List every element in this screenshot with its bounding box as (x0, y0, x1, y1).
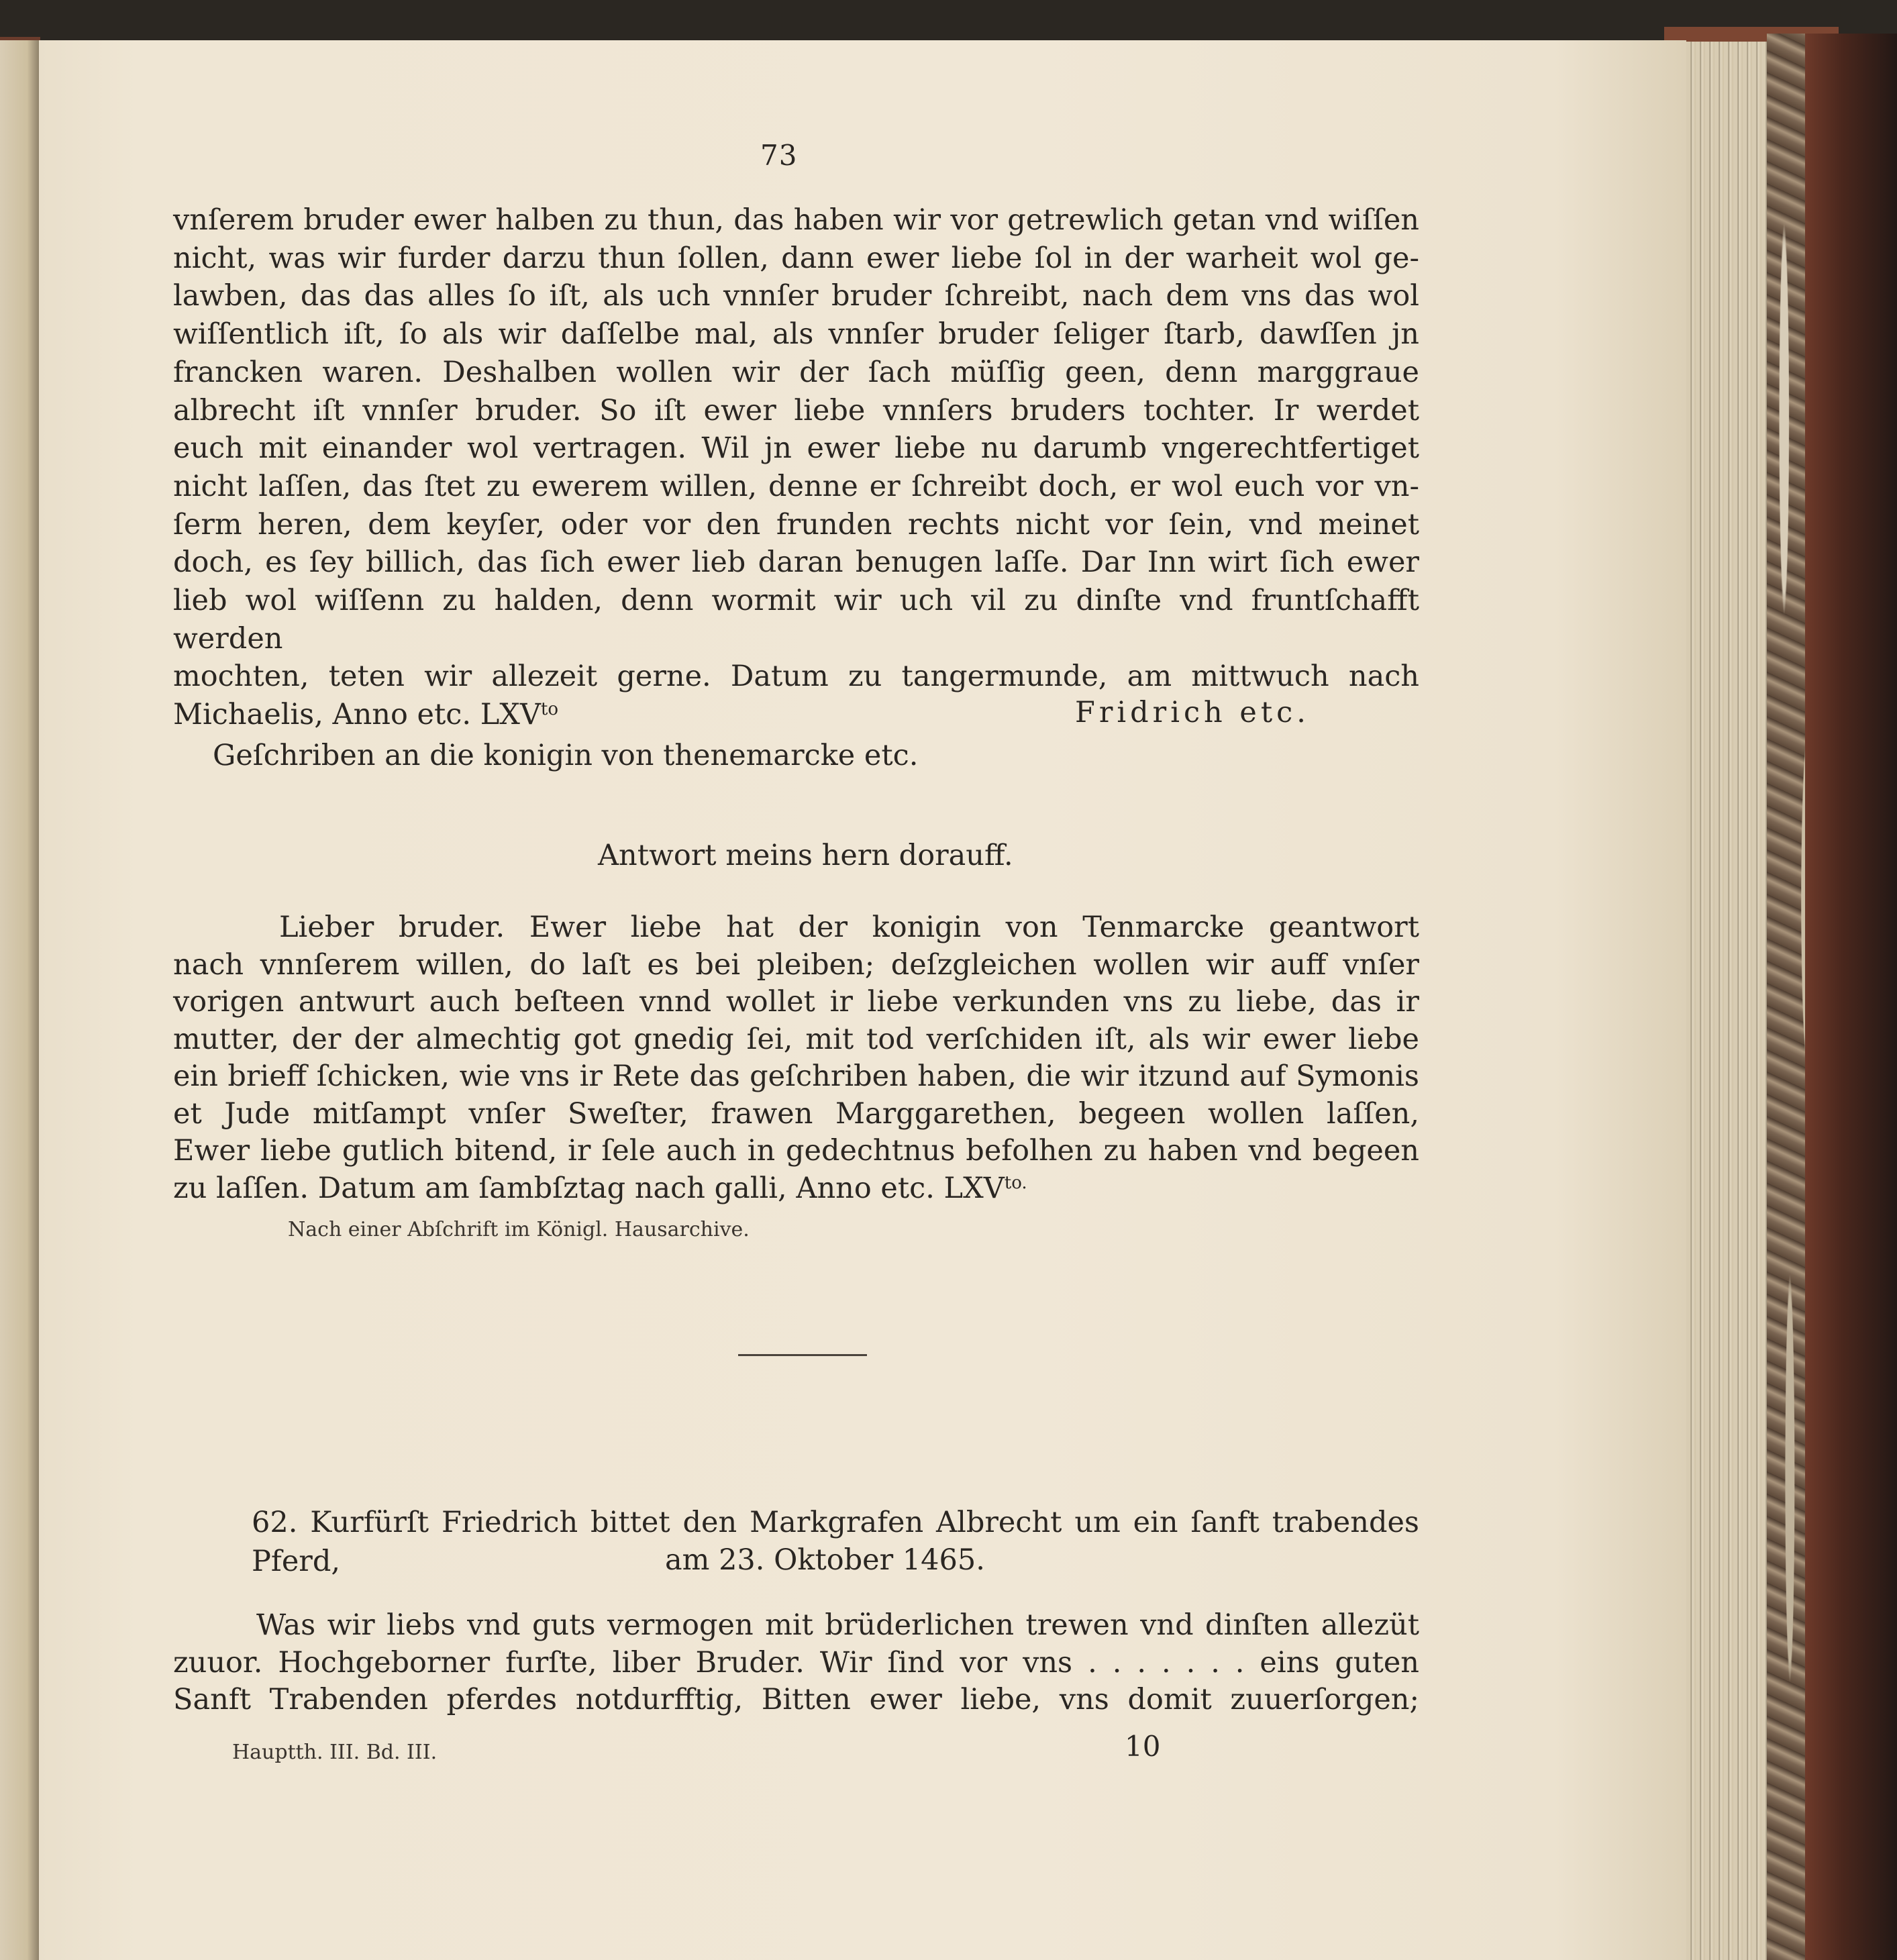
page-edges (1686, 42, 1767, 1960)
letter-line: ſerm heren, dem keyſer, oder vor den frunden rechts nicht vor ſein, vnd meinet (173, 507, 1419, 541)
reply-last-line (173, 1172, 1027, 1205)
letter-body (173, 201, 1419, 734)
reply-body (173, 909, 1419, 1207)
reply-line: Lieber bruder. Ewer liebe hat der konigin von Tenmarcke geantwort (279, 911, 1419, 944)
letter-address: Geſchriben an die konigin von thenemarcke etc. (213, 739, 919, 772)
letter-line: nicht, was wir furder darzu thun ſollen, dann ewer liebe ſol in der warheit wol ge- (173, 241, 1419, 275)
document-title: 62. Kurfürſt Friedrich bittet den Markgrafen Albrecht um ein ſanft trabendes Pferd, (252, 1506, 1419, 1578)
reply-line: nach vnnſerem willen, do laſt es bei pleiben; deſzgleichen wollen wir auff vnſer (173, 947, 1419, 982)
reply-line: Ewer liebe gutlich bitend, ir ſele auch in gedechtnus befolhen zu haben vnd begeen (173, 1134, 1419, 1168)
sheet-number: 10 (1125, 1730, 1161, 1763)
letter-line: francken waren. Deshalben wollen wir der ſach müſſig geen, denn marggraue (173, 355, 1419, 389)
reply-line: ein brieff ſchicken, wie vns ir Rete das geſchriben haben, die wir itzund auf Symonis (173, 1060, 1419, 1093)
document-line: Was wir liebs vnd guts vermogen mit brüderlichen trewen vnd dinſten allezüt (256, 1608, 1419, 1642)
letter-line: nicht laſſen, das ſtet zu ewerem willen, denne er ſchreibt doch, er wol euch vor vn- (173, 469, 1419, 503)
document-line: zuuor. Hochgeborner furſte, liber Bruder. Wir ſind vor vns . . . . . . . eins guten (173, 1645, 1419, 1680)
document-body (173, 1607, 1419, 1719)
letter-line: lawben, das das alles ſo iſt, als uch vnnſer bruder ſchreibt, nach dem vns das wol (173, 279, 1419, 313)
reply-heading: Antwort meins hern dorauff. (598, 839, 1013, 872)
letter-signature: Fridrich etc. (1075, 696, 1310, 729)
letter-dateline: Michaelis, Anno etc. LXV (173, 698, 541, 732)
letter-last-line (173, 698, 558, 731)
section-divider (738, 1354, 867, 1356)
letter-line: lieb wol wiſſenn zu halden, denn wormit wir uch vil zu dinſte vnd fruntſchafft werden (173, 584, 1419, 656)
letter-line: mochten, teten wir allezeit gerne. Datum zu tangermunde, am mittwuch nach (173, 660, 1419, 694)
reply-dateline: zu laſſen. Datum am ſambſztag nach galli, Anno etc. LXV (173, 1171, 1005, 1205)
sheet-signature-mark: Hauptth. III. Bd. III. (232, 1741, 438, 1764)
letter-line: albrecht iſt vnnſer bruder. So iſt ewer liebe vnnſers bruders tochter. Ir werdet (173, 393, 1419, 427)
document-line: Sanft Trabenden pferdes notdurfftig, Bitten ewer liebe, vns domit zuuerſorgen; (173, 1683, 1419, 1716)
cover-spine (1805, 34, 1897, 1960)
reply-date-superscript: to. (1004, 1172, 1027, 1193)
letter-line: vnſerem bruder ewer halben zu thun, das haben wir vor getrewlich getan vnd wiſſen (173, 203, 1419, 237)
document-date: am 23. Oktober 1465. (665, 1543, 985, 1577)
page-number: 73 (760, 139, 798, 172)
reply-line: et Jude mitſampt vnſer Sweſter, frawen Marggarethen, begeen wollen laſſen, (173, 1096, 1419, 1131)
letter-line: doch, es ſey billich, das ſich ewer lieb daran benugen laſſe. Dar Inn wirt ſich ewer (173, 546, 1419, 580)
reply-line: vorigen antwurt auch beſteen vnnd wollet ir liebe verkunden vns zu liebe, das ir (173, 985, 1419, 1019)
letter-line: euch mit einander wol vertragen. Wil jn ewer liebe nu darumb vngerechtfertiget (173, 431, 1419, 466)
reply-line: mutter, der der almechtig got gnedig ſei, mit tod verſchiden iſt, als wir ewer liebe (173, 1022, 1419, 1056)
letter-date-superscript: to (540, 699, 559, 720)
letter-line: wiſſentlich iſt, ſo als wir daſſelbe mal, als vnnſer bruder ſeliger ſtarb, dawſſen jn (173, 317, 1419, 352)
left-facing-page (0, 40, 39, 1960)
source-note: Nach einer Abſchrift im Königl. Hausarchive. (288, 1218, 750, 1241)
